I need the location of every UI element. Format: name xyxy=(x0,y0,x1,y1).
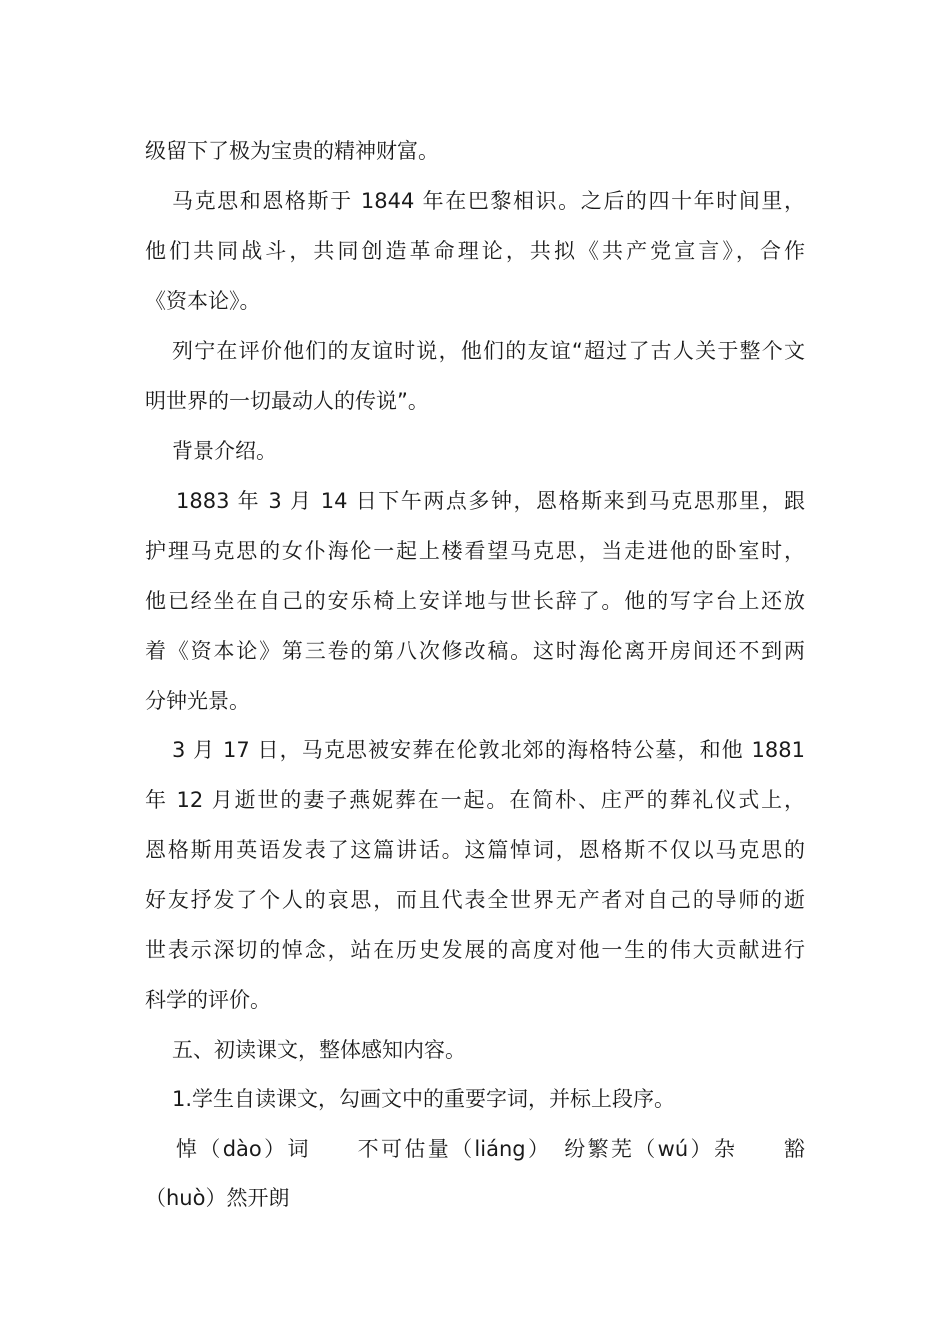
text-line-5: 列宁在评价他们的友谊时说，他们的友谊“超过了古人关于整个文 xyxy=(172,339,805,363)
text-line-17: 世表示深切的悼念，站在历史发展的高度对他一生的伟大贡献进行 xyxy=(145,938,805,962)
text-line-10: 他已经坐在自己的安乐椅上安详地与世长辞了。他的写字台上还放 xyxy=(145,589,805,613)
text-line-2: 马克思和恩格斯于 1844 年在巴黎相识。之后的四十年时间里， xyxy=(172,189,805,213)
text-line-4: 《资本论》。 xyxy=(145,289,261,313)
text-line-9: 护理马克思的女仆海伦一起上楼看望马克思，当走进他的卧室时， xyxy=(145,539,805,563)
text-line-12: 分钟光景。 xyxy=(145,689,250,713)
text-line-20: 1.学生自读课文，勾画文中的重要字词，并标上段序。 xyxy=(172,1087,676,1111)
text-line-15: 恩格斯用英语发表了这篇讲话。这篇悼词，恩格斯不仅以马克思的 xyxy=(145,838,805,862)
text-line-11: 着《资本论》第三卷的第八次修改稿。这时海伦离开房间还不到两 xyxy=(145,639,805,663)
text-line-6: 明世界的一切最动人的传说”。 xyxy=(145,389,429,413)
text-line-18: 科学的评价。 xyxy=(145,988,271,1012)
text-line-1: 级留下了极为宝贵的精神财富。 xyxy=(145,139,439,163)
text-line-3: 他们共同战斗，共同创造革命理论，共拟《共产党宣言》，合作 xyxy=(145,239,805,263)
text-line-16: 好友抒发了个人的哀思，而且代表全世界无产者对自己的导师的逝 xyxy=(145,888,805,912)
text-line-7: 背景介绍。 xyxy=(172,439,277,463)
text-line-19: 五、初读课文，整体感知内容。 xyxy=(172,1038,466,1062)
text-line-21: 悼（dào）词 不可估量（liáng） 纷繁芜（wú）杂 豁 xyxy=(176,1137,805,1161)
text-line-22: （huò）然开朗 xyxy=(145,1186,290,1210)
text-line-8: 1883 年 3 月 14 日下午两点多钟，恩格斯来到马克思那里，跟 xyxy=(176,489,805,513)
text-line-13: 3 月 17 日，马克思被安葬在伦敦北郊的海格特公墓，和他 1881 xyxy=(172,738,805,762)
text-line-14: 年 12 月逝世的妻子燕妮葬在一起。在简朴、庄严的葬礼仪式上， xyxy=(145,788,805,812)
